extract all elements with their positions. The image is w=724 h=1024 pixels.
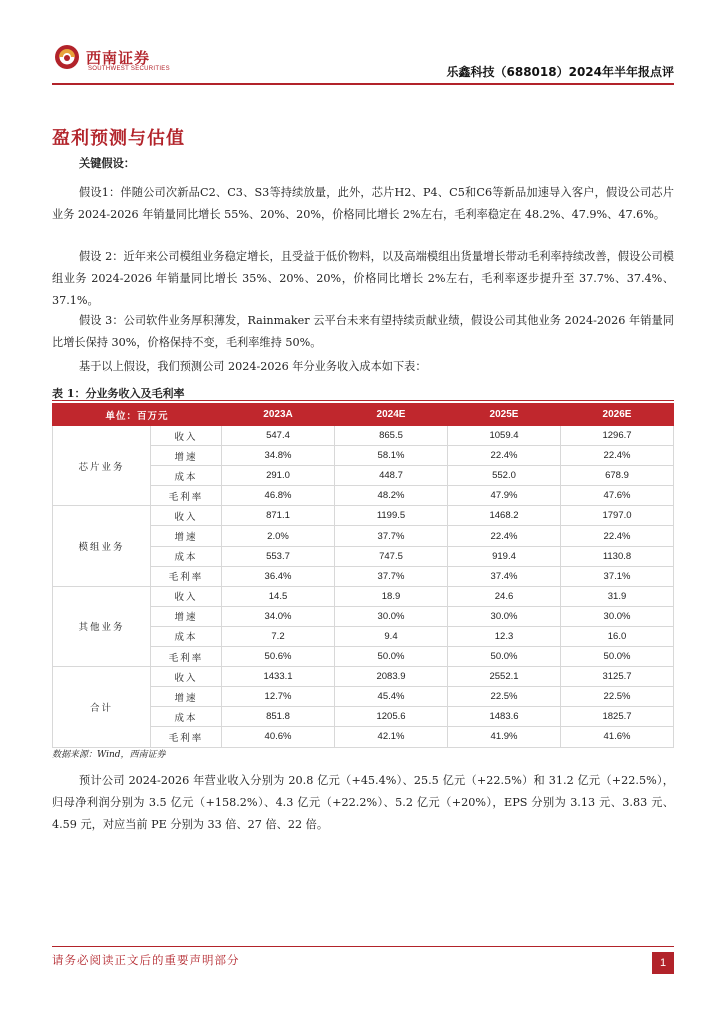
table-cell: 37.7% <box>335 566 448 586</box>
table-cell: 31.9 <box>561 586 674 606</box>
data-source-note: 数据来源：Wind，西南证券 <box>52 750 166 760</box>
table-cell: 16.0 <box>561 626 674 646</box>
unit-header: 单位：百万元 <box>53 404 222 426</box>
table-cell: 9.4 <box>335 626 448 646</box>
year-header: 2026E <box>561 404 674 426</box>
table-cell: 47.9% <box>448 486 561 506</box>
metric-label: 收入 <box>151 506 222 526</box>
table-cell: 30.0% <box>335 606 448 626</box>
table-cell: 871.1 <box>222 506 335 526</box>
metric-label: 成本 <box>151 466 222 486</box>
logo-english-name: SOUTHWEST SECURITIES <box>88 66 170 72</box>
metric-label: 成本 <box>151 707 222 727</box>
table-cell: 678.9 <box>561 466 674 486</box>
report-title: 乐鑫科技（688018）2024年半年报点评 <box>446 65 674 79</box>
table-cell: 37.7% <box>335 526 448 546</box>
logo-chinese-name: 西南证券 <box>86 49 151 67</box>
table-cell: 30.0% <box>448 606 561 626</box>
table-cell: 3125.7 <box>561 667 674 687</box>
table-cell: 291.0 <box>222 466 335 486</box>
table-cell: 22.5% <box>561 687 674 707</box>
table-cell: 547.4 <box>222 426 335 446</box>
metric-label: 增速 <box>151 606 222 626</box>
table-cell: 22.4% <box>448 526 561 546</box>
table-cell: 2083.9 <box>335 667 448 687</box>
table-cell: 22.5% <box>448 687 561 707</box>
header-divider <box>52 83 674 85</box>
table-cell: 7.2 <box>222 626 335 646</box>
table-row <box>53 667 674 687</box>
table-cell: 2.0% <box>222 526 335 546</box>
table-cell: 1130.8 <box>561 546 674 566</box>
segment-revenue-table <box>52 403 674 748</box>
table-cell: 45.4% <box>335 687 448 707</box>
table-cell: 47.6% <box>561 486 674 506</box>
table-cell: 46.8% <box>222 486 335 506</box>
table-cell: 50.0% <box>335 647 448 667</box>
year-header: 2025E <box>448 404 561 426</box>
table-cell: 865.5 <box>335 426 448 446</box>
metric-label: 收入 <box>151 667 222 687</box>
company-logo <box>52 40 182 80</box>
segment-name: 其他业务 <box>53 586 151 666</box>
table-cell: 22.4% <box>448 446 561 466</box>
segment-name: 芯片业务 <box>53 426 151 506</box>
page-header <box>52 40 674 84</box>
table-cell: 919.4 <box>448 546 561 566</box>
segment-name: 合计 <box>53 667 151 747</box>
table-cell: 552.0 <box>448 466 561 486</box>
table-cell: 22.4% <box>561 446 674 466</box>
table-cell: 1205.6 <box>335 707 448 727</box>
basis-paragraph: 基于以上假设，我们预测公司 2024-2026 年分业务收入成本如下表： <box>79 360 427 373</box>
metric-label: 毛利率 <box>151 566 222 586</box>
table-cell: 14.5 <box>222 586 335 606</box>
table-header-row <box>53 404 674 426</box>
table-cell: 553.7 <box>222 546 335 566</box>
table-cell: 851.8 <box>222 707 335 727</box>
conclusion-paragraph: 预计公司 2024-2026 年营业收入分别为 20.8 亿元（+45.4%）、25.5 亿元（+22.5%）和 31.2 亿元（+22.5%），归母净利润分别为 3.5 亿元（+158.2%）、4.3 亿元（+22.2%）、5.2 亿元（+20%），EPS 分别为 3.13 元、3.83 元、4.59 元，对应当前 PE 分别为 33 倍、27 倍、22 倍。 <box>52 774 674 831</box>
table-cell: 12.3 <box>448 626 561 646</box>
table-cell: 34.0% <box>222 606 335 626</box>
table-cell: 58.1% <box>335 446 448 466</box>
table-cell: 12.7% <box>222 687 335 707</box>
assumption-1-paragraph: 假设1：伴随公司次新品C2、C3、S3等持续放量，此外，芯片H2、P4、C5和C6等新品加速导入客户，假设公司芯片业务 2024-2026 年销量同比增长 55%、20%、20%，价格同比增长 2%左右，毛利率稳定在 48.2%、47.9%、47.6%。 <box>52 186 674 221</box>
metric-label: 增速 <box>151 687 222 707</box>
page-number: 1 <box>652 952 674 974</box>
table-row <box>53 426 674 446</box>
table-cell: 24.6 <box>448 586 561 606</box>
metric-label: 毛利率 <box>151 486 222 506</box>
table-row <box>53 506 674 526</box>
table-cell: 1468.2 <box>448 506 561 526</box>
table-cell: 18.9 <box>335 586 448 606</box>
table-cell: 448.7 <box>335 466 448 486</box>
table-cell: 1199.5 <box>335 506 448 526</box>
table-cell: 2552.1 <box>448 667 561 687</box>
table-title: 表 1：分业务收入及毛利率 <box>52 387 185 400</box>
table-cell: 41.9% <box>448 727 561 747</box>
table-cell: 41.6% <box>561 727 674 747</box>
metric-label: 毛利率 <box>151 647 222 667</box>
table-cell: 747.5 <box>335 546 448 566</box>
table-cell: 1296.7 <box>561 426 674 446</box>
section-title: 盈利预测与估值 <box>52 128 185 149</box>
segment-name: 模组业务 <box>53 506 151 586</box>
key-assumptions-label: 关键假设： <box>79 156 135 170</box>
table-cell: 1059.4 <box>448 426 561 446</box>
metric-label: 成本 <box>151 546 222 566</box>
table-cell: 37.4% <box>448 566 561 586</box>
table-cell: 36.4% <box>222 566 335 586</box>
year-header: 2023A <box>222 404 335 426</box>
table-cell: 50.6% <box>222 647 335 667</box>
table-cell: 22.4% <box>561 526 674 546</box>
table-cell: 34.8% <box>222 446 335 466</box>
table-cell: 42.1% <box>335 727 448 747</box>
table-cell: 1433.1 <box>222 667 335 687</box>
logo-emblem-icon <box>54 44 80 70</box>
table-cell: 1825.7 <box>561 707 674 727</box>
metric-label: 增速 <box>151 446 222 466</box>
footer-disclaimer: 请务必阅读正文后的重要声明部分 <box>52 953 240 967</box>
metric-label: 成本 <box>151 626 222 646</box>
table-cell: 37.1% <box>561 566 674 586</box>
metric-label: 毛利率 <box>151 727 222 747</box>
table-cell: 50.0% <box>448 647 561 667</box>
metric-label: 增速 <box>151 526 222 546</box>
table-cell: 1797.0 <box>561 506 674 526</box>
table-row <box>53 586 674 606</box>
table-cell: 48.2% <box>335 486 448 506</box>
table-cell: 1483.6 <box>448 707 561 727</box>
year-header: 2024E <box>335 404 448 426</box>
assumption-2-paragraph: 假设 2：近年来公司模组业务稳定增长，且受益于低价物料，以及高端模组出货量增长带动毛利率持续改善，假设公司模组业务 2024-2026 年销量同比增长 35%、20%、20%，价格同比增长 2%左右，毛利率逐步提升至 37.7%、37.4%、37.1%。 <box>52 250 674 307</box>
footer-divider <box>52 946 674 947</box>
table-cell: 30.0% <box>561 606 674 626</box>
assumption-3-paragraph: 假设 3：公司软件业务厚积薄发，Rainmaker 云平台未来有望持续贡献业绩，假设公司其他业务 2024-2026 年销量同比增长保持 30%，价格保持不变，毛利率维持 50%。 <box>52 314 674 349</box>
metric-label: 收入 <box>151 426 222 446</box>
table-cell: 50.0% <box>561 647 674 667</box>
metric-label: 收入 <box>151 586 222 606</box>
table-cell: 40.6% <box>222 727 335 747</box>
table-top-rule <box>52 400 674 401</box>
